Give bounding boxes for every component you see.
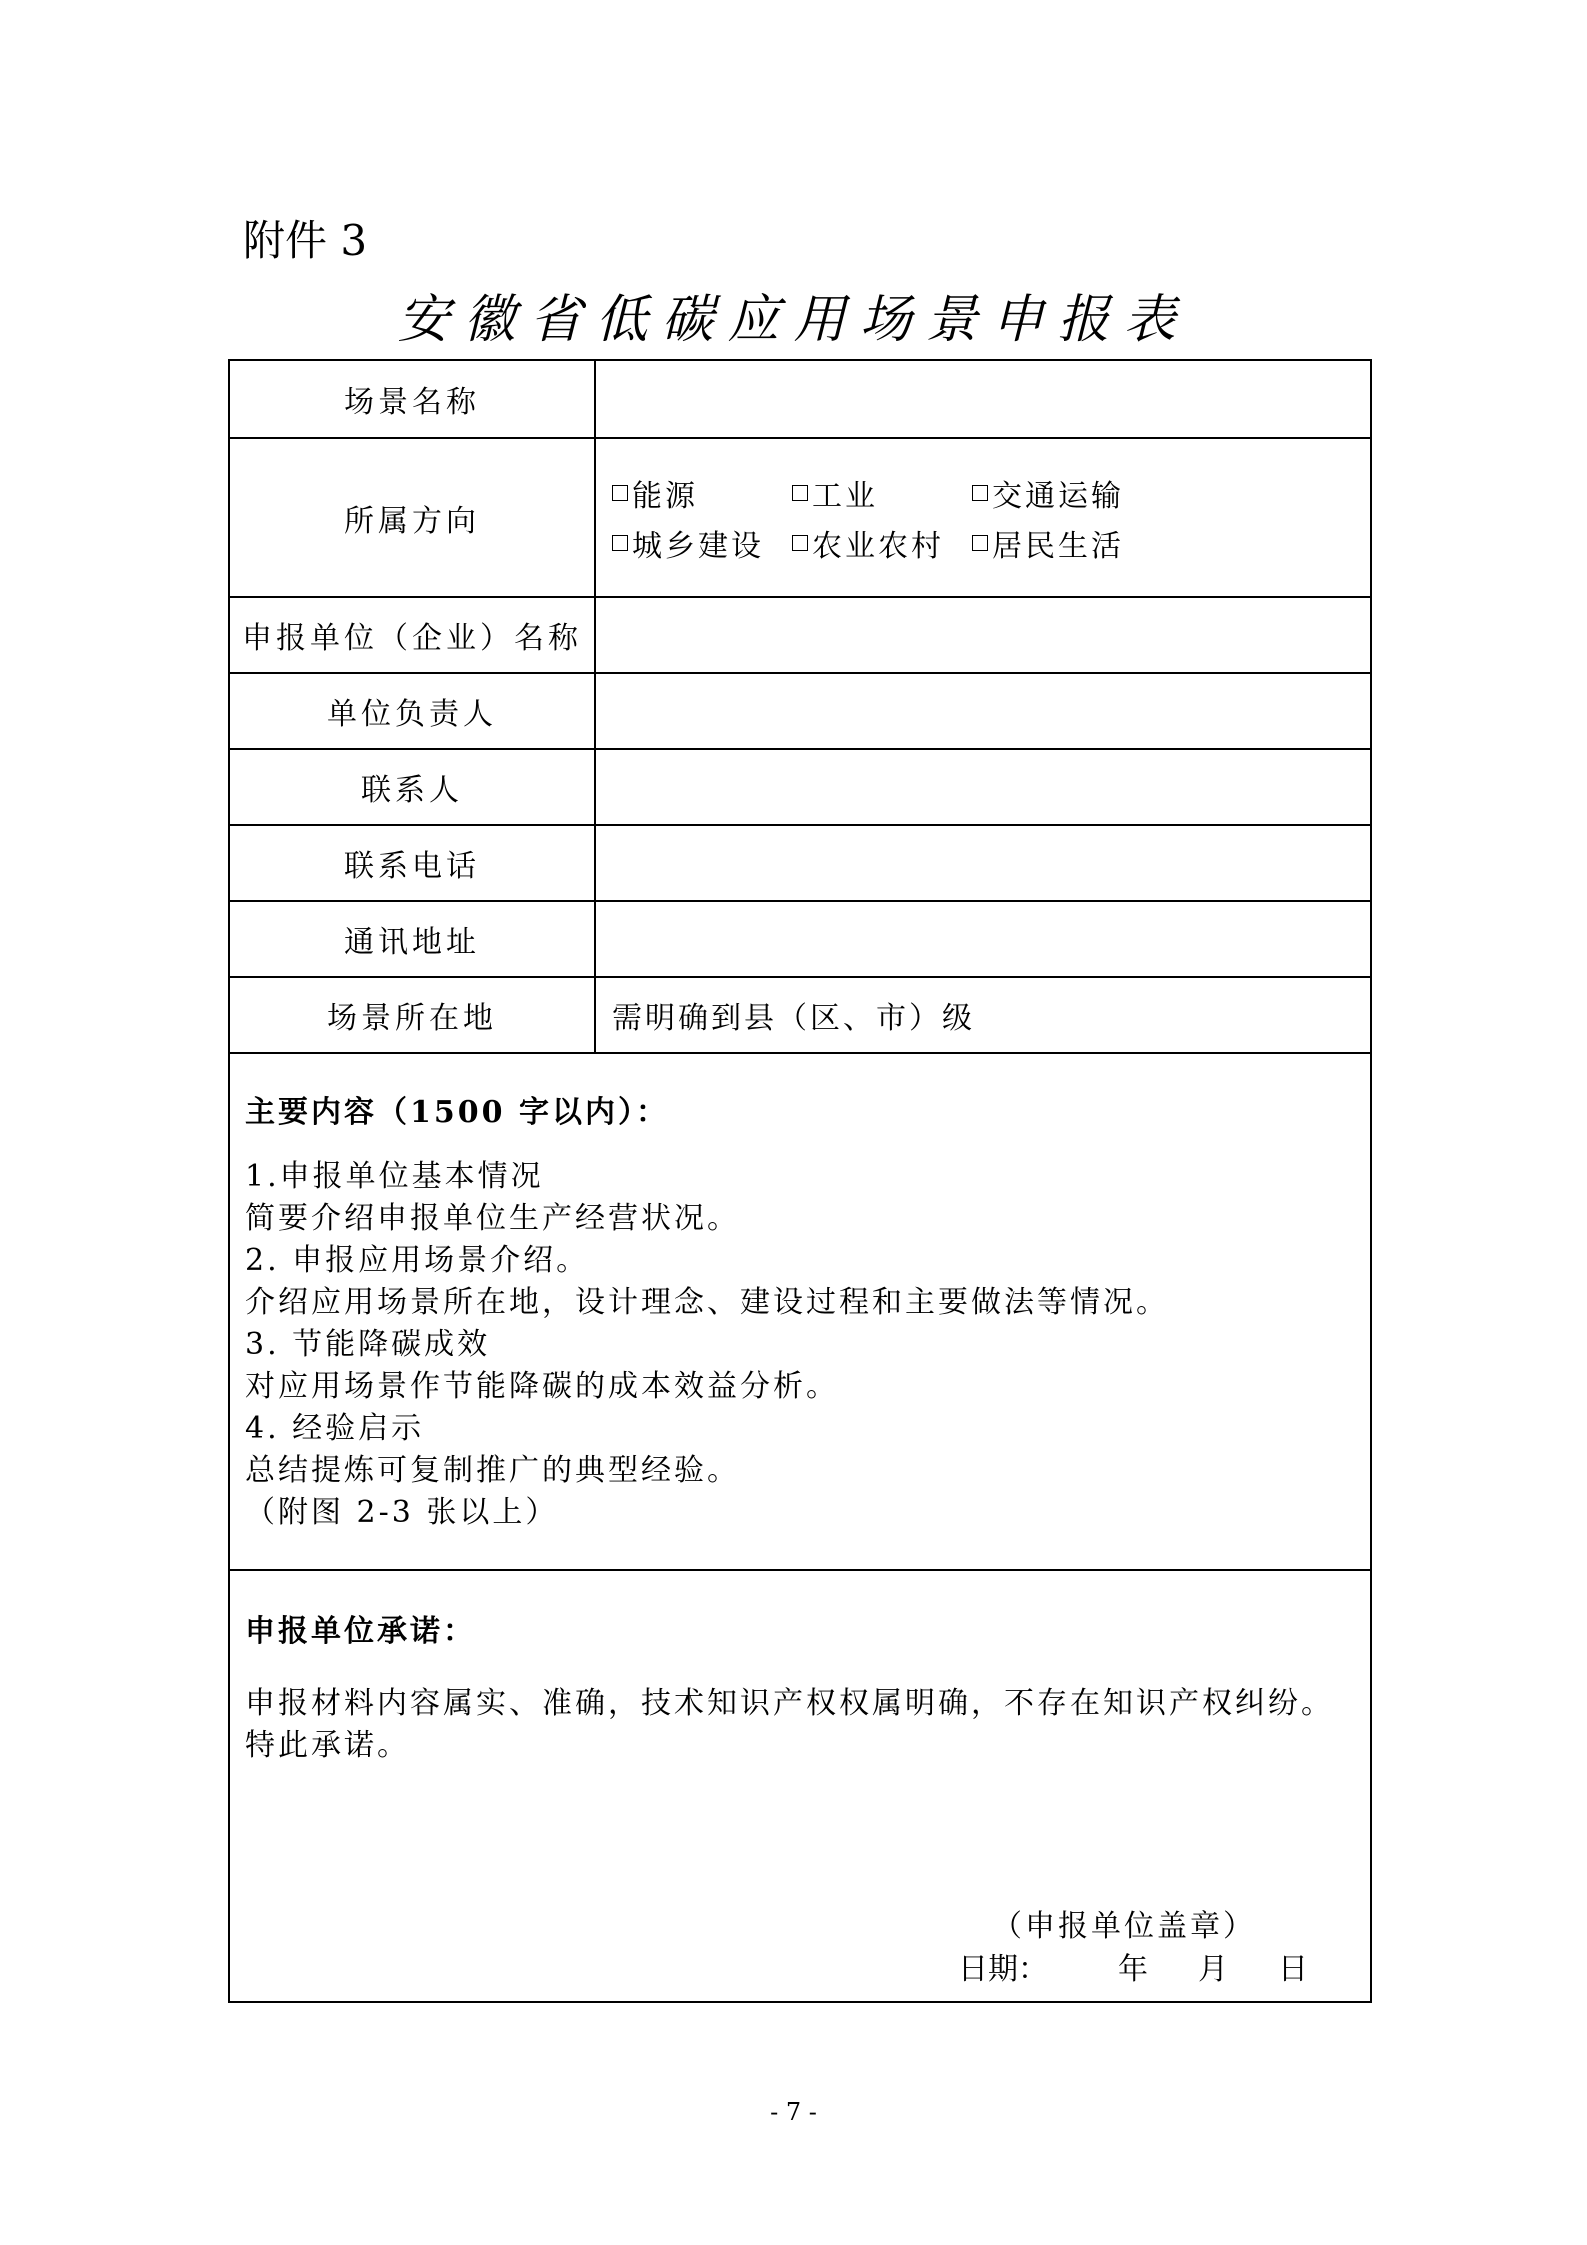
- checkbox-icon[interactable]: [612, 535, 628, 551]
- option-industry[interactable]: [792, 471, 972, 515]
- checkbox-icon[interactable]: [972, 535, 988, 551]
- checkbox-icon[interactable]: [972, 485, 988, 501]
- commitment-section: [230, 1569, 1370, 2005]
- commitment-line: 申报材料内容属实、准确，技术知识产权权属明确，不存在知识产权纠纷。: [245, 1686, 1334, 1721]
- applicant-unit-label: 申报单位（企业）名称: [230, 598, 596, 672]
- commitment-line: 特此承诺。: [245, 1728, 410, 1763]
- phone-label: 联系电话: [230, 826, 596, 900]
- contact-label: 联系人: [230, 750, 596, 824]
- option-label: 城乡建设: [632, 528, 764, 564]
- row-unit-head: [230, 672, 1370, 748]
- content-line: 总结提炼可复制推广的典型经验。: [245, 1453, 740, 1488]
- direction-options: [596, 439, 1370, 596]
- seal-label: （申报单位盖章）: [992, 1909, 1256, 1944]
- main-content-section: [230, 1052, 1370, 1569]
- option-energy[interactable]: [612, 471, 792, 515]
- content-line: 介绍应用场景所在地，设计理念、建设过程和主要做法等情况。: [245, 1285, 1169, 1320]
- commitment-heading: 申报单位承诺：: [245, 1614, 476, 1649]
- day-label: 日: [1278, 1952, 1308, 1987]
- row-address: [230, 900, 1370, 976]
- option-agriculture[interactable]: [792, 521, 972, 565]
- option-urban-rural[interactable]: [612, 521, 792, 565]
- application-form: [228, 359, 1372, 2003]
- applicant-unit-field[interactable]: [596, 598, 1370, 672]
- scene-name-field[interactable]: [596, 361, 1370, 437]
- option-label: 居民生活: [992, 528, 1124, 564]
- checkbox-icon[interactable]: [792, 535, 808, 551]
- option-transport[interactable]: [972, 471, 1172, 515]
- option-label: 农业农村: [812, 528, 944, 564]
- location-field[interactable]: 需明确到县（区、市）级: [612, 1001, 975, 1036]
- row-location: [230, 976, 1370, 1052]
- year-label: 年: [1118, 1952, 1148, 1987]
- contact-field[interactable]: [596, 750, 1370, 824]
- main-content-heading: 主要内容（1500 字以内）：: [245, 1095, 669, 1130]
- option-label: 能源: [632, 478, 698, 514]
- content-line: 4. 经验启示: [245, 1411, 425, 1446]
- content-line: 简要介绍申报单位生产经营状况。: [245, 1201, 740, 1236]
- page-number: - 7 -: [770, 2098, 817, 2126]
- month-label: 月: [1198, 1952, 1228, 1987]
- address-label: 通讯地址: [230, 902, 596, 976]
- option-label: 工业: [812, 478, 878, 514]
- option-residential[interactable]: [972, 521, 1172, 565]
- address-field[interactable]: [596, 902, 1370, 976]
- option-label: 交通运输: [992, 478, 1124, 514]
- phone-field[interactable]: [596, 826, 1370, 900]
- checkbox-icon[interactable]: [612, 485, 628, 501]
- content-line: 3. 节能降碳成效: [245, 1327, 491, 1362]
- location-label: 场景所在地: [230, 978, 596, 1052]
- checkbox-icon[interactable]: [792, 485, 808, 501]
- content-line: 对应用场景作节能降碳的成本效益分析。: [245, 1369, 839, 1404]
- unit-head-field[interactable]: [596, 674, 1370, 748]
- direction-label: 所属方向: [230, 439, 596, 596]
- row-phone: [230, 824, 1370, 900]
- content-line: 2. 申报应用场景介绍。: [245, 1243, 590, 1278]
- content-line: 1.申报单位基本情况: [245, 1159, 544, 1194]
- attachment-label: 附件 3: [243, 216, 368, 265]
- row-scene-name: [230, 361, 1370, 437]
- unit-head-label: 单位负责人: [230, 674, 596, 748]
- row-direction: [230, 437, 1370, 596]
- document-title: 安徽省低碳应用场景申报表: [397, 290, 1190, 350]
- date-line: [958, 1944, 1308, 1988]
- date-label: 日期：: [958, 1952, 1048, 1987]
- row-contact: [230, 748, 1370, 824]
- row-applicant-unit: [230, 596, 1370, 672]
- scene-name-label: 场景名称: [230, 361, 596, 437]
- content-line: （附图 2-3 张以上）: [245, 1495, 559, 1530]
